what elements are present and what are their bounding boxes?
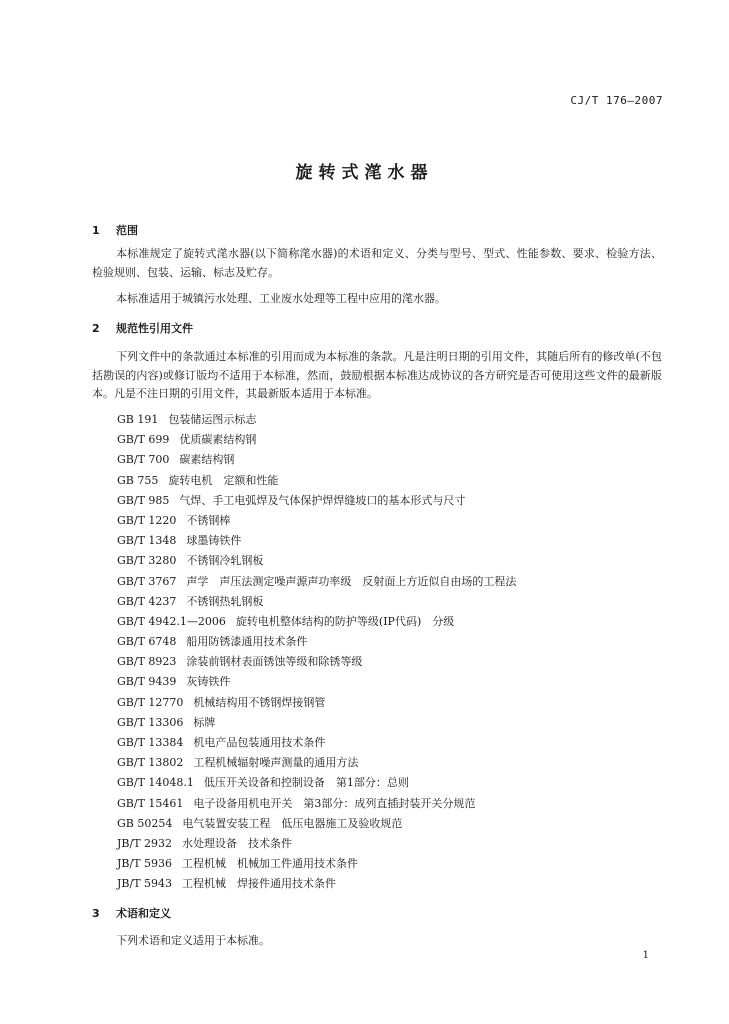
reference-item xyxy=(117,572,677,592)
reference-code: GB/T 1348 xyxy=(117,534,177,548)
section-number: 2 xyxy=(92,322,100,335)
reference-code: GB/T 985 xyxy=(117,493,170,507)
reference-item xyxy=(117,592,677,612)
reference-item xyxy=(117,753,677,773)
reference-code: GB/T 13306 xyxy=(117,715,184,729)
reference-item xyxy=(117,672,677,692)
document-title: 旋转式滗水器 xyxy=(295,163,434,183)
reference-code: JB/T 5943 xyxy=(117,877,173,891)
reference-item xyxy=(117,410,677,430)
reference-item xyxy=(117,814,677,834)
reference-item xyxy=(117,531,677,551)
reference-item xyxy=(117,874,677,894)
reference-code: GB/T 699 xyxy=(117,433,170,447)
reference-name: 电子设备用机电开关 第3部分：成列直插封装开关分规范 xyxy=(193,796,476,810)
reference-name: 声学 声压法测定噪声源声功率级 反射面上方近似自由场的工程法 xyxy=(186,574,517,588)
normative-refs-intro: 下列文件中的条款通过本标准的引用而成为本标准的条款。凡是注明日期的引用文件，其随后所有的修改单(不包括勘误的内容)或修订版均不适用于本标准，然而，鼓励根据本标准达成协议的各方研究是否可使用这些文件的最新版本。凡是不注日期的引用文件，其最新版本适用于本标准。 xyxy=(92,350,662,400)
section-2-heading xyxy=(92,320,193,336)
reference-name: 船用防锈漆通用技术条件 xyxy=(186,635,308,649)
reference-code: JB/T 5936 xyxy=(117,857,173,871)
reference-code: GB/T 8923 xyxy=(117,655,177,669)
reference-name: 机械结构用不锈钢焊接钢管 xyxy=(193,695,326,709)
reference-name: 低压开关设备和控制设备 第1部分：总则 xyxy=(203,776,409,790)
reference-code: GB/T 13802 xyxy=(117,756,184,770)
reference-name: 标牌 xyxy=(193,715,216,729)
reference-name: 工程机械 机械加工件通用技术条件 xyxy=(182,857,359,871)
reference-code: GB/T 700 xyxy=(117,453,170,467)
section-number: 3 xyxy=(92,907,100,920)
reference-name: 旋转电机整体结构的防护等级(IP代码) 分级 xyxy=(235,614,455,628)
reference-name: 不锈钢热轧钢板 xyxy=(186,594,264,608)
reference-item xyxy=(117,834,677,854)
page-number: 1 xyxy=(642,950,649,961)
reference-code: GB/T 4237 xyxy=(117,594,177,608)
reference-code: GB/T 4942.1—2006 xyxy=(117,614,226,628)
reference-code: GB 755 xyxy=(117,473,159,487)
reference-name: 灰铸铁件 xyxy=(186,675,231,689)
reference-name: 工程机械辐射噪声测量的通用方法 xyxy=(193,756,359,770)
reference-code: GB/T 14048.1 xyxy=(117,776,194,790)
reference-item xyxy=(117,693,677,713)
reference-code: GB/T 3280 xyxy=(117,554,177,568)
reference-name: 优质碳素结构钢 xyxy=(179,433,257,447)
scope-paragraph-2: 本标准适用于城镇污水处理、工业废水处理等工程中应用的滗水器。 xyxy=(116,292,446,305)
reference-item xyxy=(117,430,677,450)
reference-code: GB/T 1220 xyxy=(117,513,177,527)
reference-name: 旋转电机 定额和性能 xyxy=(168,473,279,487)
reference-name: 球墨铸铁件 xyxy=(186,534,242,548)
section-3-heading xyxy=(92,905,171,921)
standard-code: CJ/T 176—2007 xyxy=(570,94,663,107)
reference-item xyxy=(117,471,677,491)
reference-item xyxy=(117,713,677,733)
reference-name: 不锈钢棒 xyxy=(186,513,231,527)
reference-name: 水处理设备 技术条件 xyxy=(182,836,293,850)
reference-code: GB 50254 xyxy=(117,816,173,830)
reference-item xyxy=(117,511,677,531)
reference-name: 涂装前钢材表面锈蚀等级和除锈等级 xyxy=(186,655,363,669)
reference-name: 电气装置安装工程 低压电器施工及验收规范 xyxy=(182,816,403,830)
section-number: 1 xyxy=(92,224,100,237)
section-title: 规范性引用文件 xyxy=(116,322,193,335)
section-1-heading xyxy=(92,222,138,238)
reference-item xyxy=(117,491,677,511)
reference-name: 碳素结构钢 xyxy=(179,453,235,467)
reference-code: JB/T 2932 xyxy=(117,836,173,850)
reference-item xyxy=(117,551,677,571)
reference-name: 不锈钢冷轧钢板 xyxy=(186,554,264,568)
reference-item xyxy=(117,612,677,632)
reference-item xyxy=(117,794,677,814)
reference-code: GB/T 9439 xyxy=(117,675,177,689)
reference-name: 气焊、手工电弧焊及气体保护焊焊缝坡口的基本形式与尺寸 xyxy=(179,493,466,507)
reference-code: GB 191 xyxy=(117,413,159,426)
reference-code: GB/T 15461 xyxy=(117,796,184,810)
reference-item xyxy=(117,733,677,753)
reference-item xyxy=(117,450,677,470)
reference-name: 工程机械 焊接件通用技术条件 xyxy=(182,877,337,891)
terms-intro: 下列术语和定义适用于本标准。 xyxy=(116,934,270,947)
reference-name: 机电产品包装通用技术条件 xyxy=(193,736,326,749)
section-title: 术语和定义 xyxy=(116,907,171,920)
reference-name: 包装储运图示标志 xyxy=(168,413,257,426)
reference-code: GB/T 12770 xyxy=(117,695,184,709)
reference-item xyxy=(117,652,677,672)
scope-paragraph-1: 本标准规定了旋转式滗水器(以下简称滗水器)的术语和定义、分类与型号、型式、性能参数、要求、检验方法、检验规则、包装、运输、标志及贮存。 xyxy=(92,247,662,279)
reference-code: GB/T 6748 xyxy=(117,635,177,649)
reference-code: GB/T 3767 xyxy=(117,574,177,588)
reference-item xyxy=(117,632,677,652)
reference-item xyxy=(117,854,677,874)
reference-code: GB/T 13384 xyxy=(117,736,184,749)
section-title: 范围 xyxy=(116,224,138,237)
reference-list xyxy=(117,410,677,895)
reference-item xyxy=(117,773,677,793)
